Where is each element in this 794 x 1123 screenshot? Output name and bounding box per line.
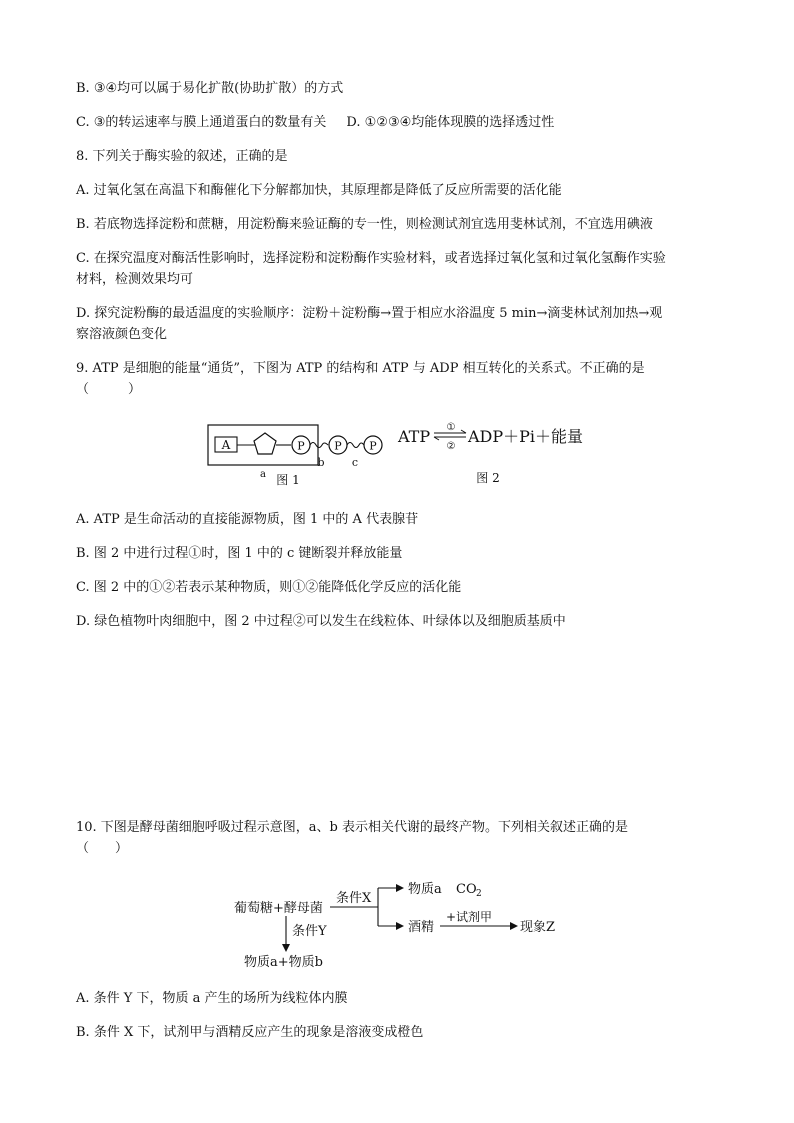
glucose-yeast-label: 葡萄糖+酵母菌	[234, 901, 323, 916]
q10-option-b: B. 条件 X 下，试剂甲与酒精反应产生的现象是溶液变成橙色	[76, 1025, 424, 1040]
co2-subscript: 2	[476, 889, 482, 899]
q9-option-d: D. 绿色植物叶肉细胞中，图 2 中过程②可以发生在线粒体、叶绿体以及细胞质基质中	[76, 614, 566, 629]
q8-stem: 8. 下列关于酶实验的叙述，正确的是	[76, 149, 288, 164]
label-a: a	[260, 469, 266, 480]
q9-option-a: A. ATP 是生命活动的直接能源物质，图 1 中的 A 代表腺苷	[76, 512, 419, 527]
q9-answer-paren: （ ）	[76, 382, 142, 397]
option-b-transport: B. ③④均可以属于易化扩散(协助扩散）的方式	[76, 81, 344, 96]
process-2-label: ②	[446, 441, 456, 452]
q10-answer-paren: （ ）	[76, 841, 129, 856]
substance-a-label: 物质a	[408, 882, 442, 897]
phosphate-2-label: P	[334, 439, 342, 453]
q9-stem: 9. ATP 是细胞的能量“通货”，下图为 ATP 的结构和 ATP 与 ADP 相互转化的关系式。不正确的是	[76, 361, 645, 376]
products-label: 物质a+物质b	[244, 955, 323, 970]
phosphate-1-label: P	[297, 439, 305, 453]
q8-option-b: B. 若底物选择淀粉和蔗糖，用淀粉酶来验证酶的专一性，则检测试剂宜选用斐林试剂，不宜选用碘液	[76, 217, 653, 232]
q10-stem: 10. 下图是酵母菌细胞呼吸过程示意图，a、b 表示相关代谢的最终产物。下列相关叙述正确的是	[76, 820, 629, 835]
to-alcohol-arrowhead	[396, 922, 404, 930]
q8-option-d-line2: 察溶液颜色变化	[76, 327, 168, 342]
fig2-caption: 图 2	[476, 471, 500, 485]
to-substance-a-arrowhead	[396, 884, 404, 892]
phosphate-3-label: P	[369, 439, 377, 453]
atp-structure-figure	[205, 420, 395, 490]
fig1-caption: 图 1	[276, 473, 300, 487]
co2-label: CO	[456, 882, 477, 897]
label-c: c	[351, 456, 359, 469]
process-1-label: ①	[446, 422, 456, 433]
q8-option-c-line1: C. 在探究温度对酶活性影响时，选择淀粉和淀粉酶作实验材料，或者选择过氧化氢和过氧化氢酶作实验	[76, 251, 666, 266]
alcohol-label: 酒精	[408, 920, 435, 935]
condition-y-label: 条件Y	[292, 924, 327, 939]
high-energy-bond-c	[347, 443, 364, 448]
q8-option-a: A. 过氧化氢在高温下和酶催化下分解都加快，其原理都是降低了反应所需要的活化能	[76, 183, 562, 198]
option-d-transport: D. ①②③④均能体现膜的选择透过性	[346, 115, 555, 130]
condition-y-arrowhead	[282, 944, 290, 952]
phenomenon-z-label: 现象Z	[520, 920, 556, 935]
adenine-label: A	[221, 438, 231, 452]
adp-pi-energy: ADP＋Pi＋能量	[468, 427, 584, 446]
option-cd-transport-row	[76, 113, 724, 133]
reagent-label: +试剂甲	[446, 910, 493, 924]
high-energy-bond-b	[310, 443, 328, 448]
q10-option-a: A. 条件 Y 下，物质 a 产生的场所为线粒体内膜	[76, 991, 348, 1006]
ribose-pentagon	[254, 433, 276, 454]
atp-label: ATP	[398, 427, 431, 446]
option-c-transport: C. ③的转运速率与膜上通道蛋白的数量有关	[76, 115, 327, 130]
q9-option-c: C. 图 2 中的①②若表示某种物质，则①②能降低化学反应的活化能	[76, 580, 462, 595]
q8-option-d-line1: D. 探究淀粉酶的最适温度的实验顺序：淀粉＋淀粉酶→置于相应水浴温度 5 min→滴斐林试剂加热→观	[76, 306, 663, 321]
q9-option-b: B. 图 2 中进行过程①时，图 1 中的 c 键断裂并释放能量	[76, 546, 403, 561]
reagent-arrowhead	[510, 922, 518, 930]
condition-x-label: 条件X	[336, 891, 372, 906]
yeast-respiration-diagram	[230, 872, 570, 972]
atp-adp-equation-figure	[396, 418, 596, 490]
label-b: b	[317, 456, 325, 469]
q8-option-c-line2: 材料，检测效果均可	[76, 272, 194, 287]
